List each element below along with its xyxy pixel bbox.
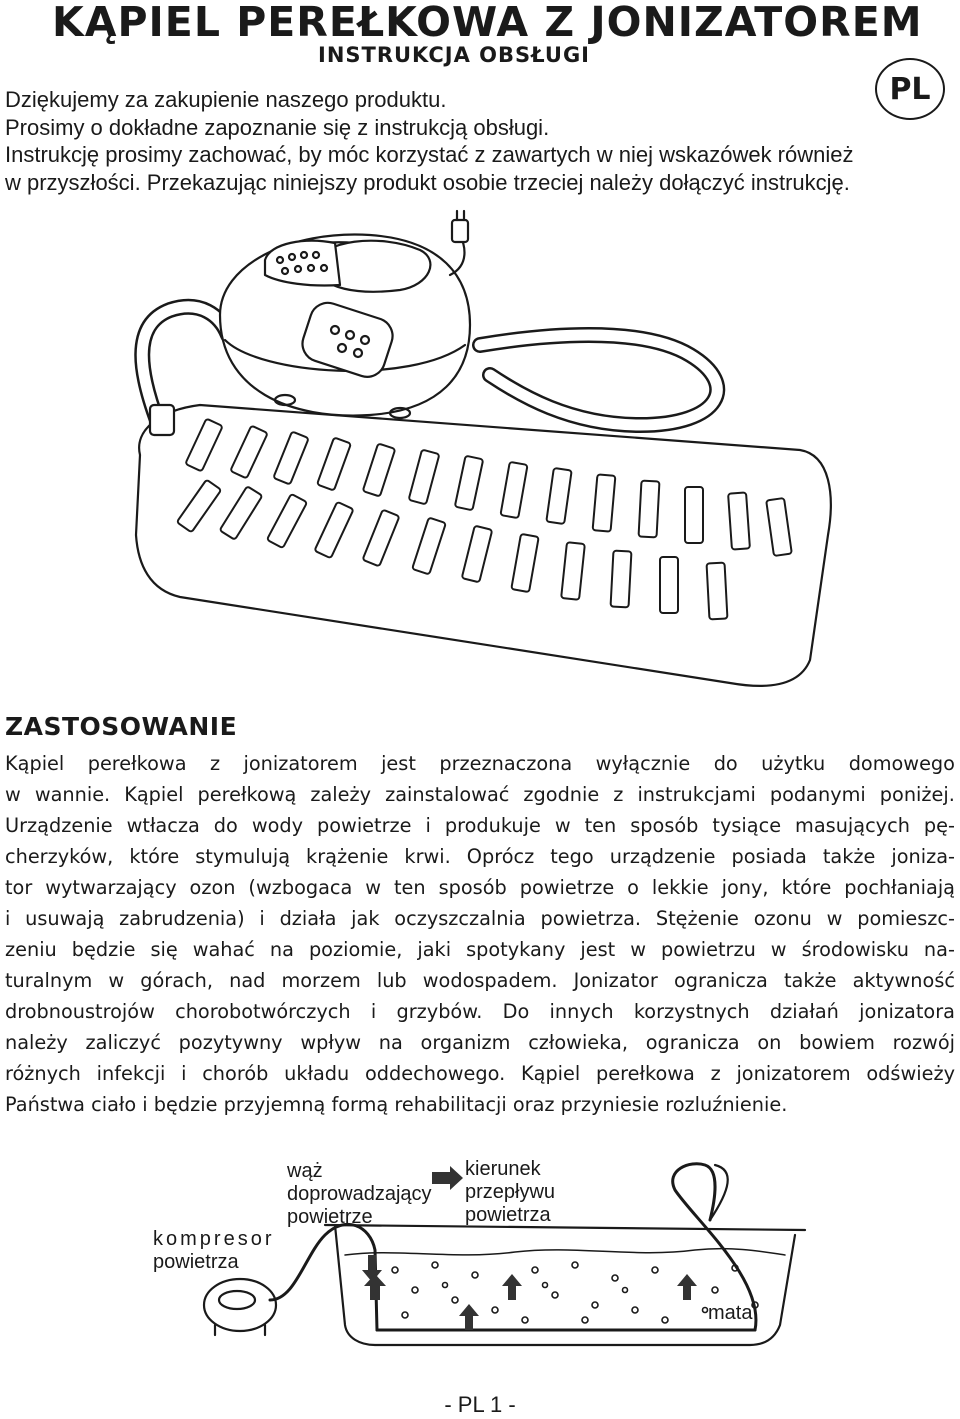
- bathtub-outline: [335, 1225, 795, 1345]
- small-compressor: [204, 1279, 276, 1331]
- paragraph-line: Urządzenie wtłacza do wody powietrze i produkuje w ten sposób tysiące masujących pę-: [5, 814, 955, 837]
- paragraph-line: Państwa ciało i będzie przyjemną formą rehabilitacji oraz przyniesie rozluźnienie.: [5, 1093, 788, 1116]
- paragraph-line: różnych infekcji i chorób układu oddechowego. Kąpiel perełkowa z jonizatorem odświeży: [5, 1062, 955, 1085]
- mat-label: mata: [708, 1302, 753, 1324]
- paragraph-line: zeniu będzie się wahać na poziomie, jaki spotykany jest w powietrzu w środowisku na-: [5, 938, 955, 961]
- paragraph-line: turalnym w górach, nad morzem lub wodospadem. Jonizator ogranicza także aktywność: [5, 969, 955, 992]
- intro-line: Instrukcję prosimy zachować, by móc korzystać z zawartych w niej wskazówek również: [5, 142, 854, 167]
- hose-label: doprowadzający: [287, 1183, 432, 1205]
- paragraph-line: należy zaliczyć pozytywny wpływ na organizm człowieka, ogranicza on bowiem rozwój: [5, 1031, 955, 1054]
- product-illustration: [120, 205, 840, 695]
- paragraph-line: cherzyków, które stymulują krążenie krwi. Oprócz tego urządzenie posiada także joniza-: [5, 845, 955, 868]
- flow-direction-label: kierunek: [465, 1158, 541, 1180]
- paragraph-line: w wannie. Kąpiel perełkową zależy zainstalować zgodnie z instrukcjami podanymi poniżej.: [5, 783, 955, 806]
- document-subtitle: INSTRUKCJA OBSŁUGI: [318, 43, 590, 67]
- paragraph-line: drobnoustrojów chorobotwórczych i grzybów. Do innych korzystnych działań jonizatora: [5, 1000, 955, 1023]
- document-title: KĄPIEL PEREŁKOWA Z JONIZATOREM: [52, 0, 923, 46]
- paragraph-line: Kąpiel perełkowa z jonizatorem jest przeznaczona wyłącznie do użytku domowego: [5, 752, 955, 775]
- flow-direction-label: powietrza: [465, 1204, 551, 1226]
- section-paragraph: [5, 748, 955, 1120]
- intro-paragraph: [5, 86, 905, 196]
- compressor-label: powietrza: [153, 1251, 239, 1273]
- intro-line: Prosimy o dokładne zapoznanie się z instrukcją obsługi.: [5, 114, 550, 140]
- paragraph-line: i usuwają zabrudzenia) i działa jak oczyszczalnia powietrza. Stężenie ozonu w pomieszc-: [5, 907, 955, 930]
- compressor-label: kompresor: [153, 1228, 275, 1250]
- flow-direction-label: przepływu: [465, 1181, 556, 1203]
- mat-air-slots: [177, 419, 792, 620]
- intro-line: w przyszłości. Przekazując niniejszy produkt osobie trzeciej należy dołączyć instrukcję.: [5, 169, 850, 195]
- hose-label: powietrze: [287, 1206, 373, 1228]
- diagram-hose: [270, 1224, 377, 1330]
- page-number: - PL 1 -: [444, 1392, 516, 1417]
- air-bubbles: [392, 1262, 758, 1323]
- paragraph-line: tor wytwarzający ozon (wzbogaca w ten sposób powietrze o lekkie jony, które pochłaniają: [5, 876, 955, 899]
- language-badge: PL: [875, 58, 945, 120]
- hose-label: wąż: [287, 1160, 323, 1182]
- intro-line: Dziękujemy za zakupienie naszego produktu.: [5, 87, 447, 112]
- section-heading: ZASTOSOWANIE: [5, 712, 238, 741]
